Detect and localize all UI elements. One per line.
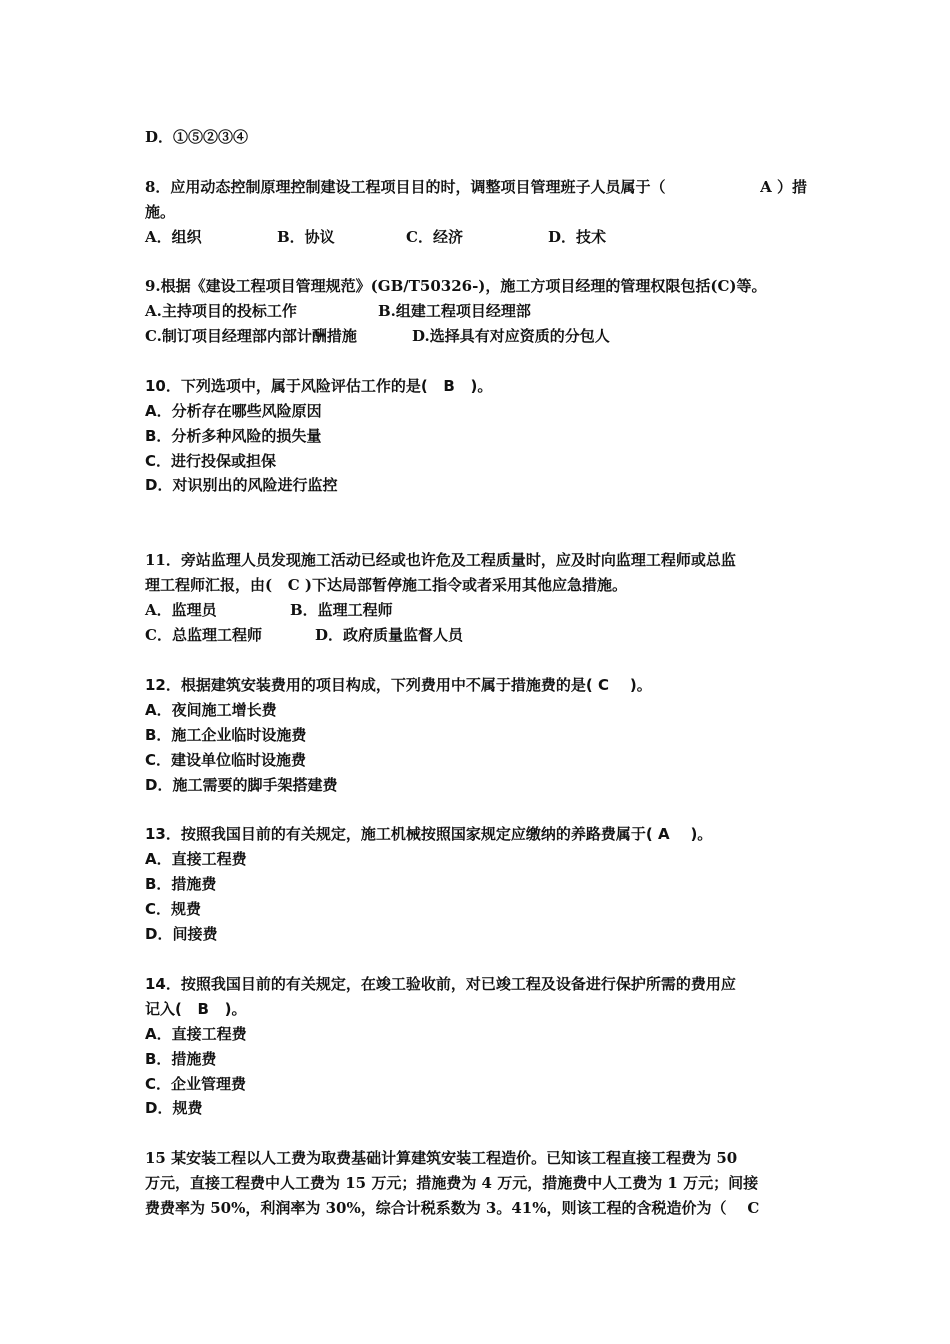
- q14-option-d: D．规费: [145, 1099, 203, 1117]
- q14-stem-line1: 14．按照我国目前的有关规定，在竣工验收前，对已竣工程及设备进行保护所需的费用应: [145, 975, 736, 993]
- q8-stem-line1: [145, 177, 807, 197]
- q8-option-b: B．协议: [277, 228, 335, 246]
- q15-stem-line2: 万元，直接工程费中人工费为 15 万元；措施费为 4 万元，措施费中人工费为 1 万元；间接: [145, 1174, 759, 1192]
- q13-option-c: C．规费: [145, 900, 202, 918]
- q15-stem-line1: 15 某安装工程以人工费为取费基础计算建筑安装工程造价。已知该工程直接工程费为 50: [145, 1149, 738, 1167]
- q7-option-d: D．①⑤②③④: [145, 128, 249, 146]
- q12-option-d: D．施工需要的脚手架搭建费: [145, 776, 338, 794]
- q10-option-d: D．对识别出的风险进行监控: [145, 476, 338, 494]
- q10-option-a: A．分析存在哪些风险原因: [145, 402, 322, 420]
- q8-option-a: A．组织: [145, 228, 202, 246]
- q13-option-b: B．措施费: [145, 875, 217, 893]
- q13-stem: 13．按照我国目前的有关规定，施工机械按照国家规定应缴纳的养路费属于( A )。: [145, 825, 713, 843]
- q9-option-d: D.选择具有对应资质的分包人: [412, 327, 610, 345]
- q8-option-c: C．经济: [406, 228, 463, 246]
- q10-option-b: B．分析多种风险的损失量: [145, 427, 322, 445]
- q11-option-d: D．政府质量监督人员: [315, 626, 464, 644]
- q9-option-a: A.主持项目的投标工作: [145, 302, 297, 320]
- q11-stem-line2: 理工程师汇报，由( C )下达局部暂停施工指令或者采用其他应急措施。: [145, 576, 628, 594]
- q12-stem: 12．根据建筑安装费用的项目构成，下列费用中不属于措施费的是( C )。: [145, 676, 652, 694]
- q8-answer: A ）措: [760, 178, 807, 196]
- q14-option-c: C．企业管理费: [145, 1075, 247, 1093]
- q11-stem-line1: 11．旁站监理人员发现施工活动已经或也许危及工程质量时，应及时向监理工程师或总监: [145, 551, 736, 569]
- q11-option-c: C．总监理工程师: [145, 626, 262, 644]
- q13-option-a: A．直接工程费: [145, 850, 247, 868]
- q9-option-b: B.组建工程项目经理部: [378, 302, 531, 320]
- q9-option-c: C.制订项目经理部内部计酬措施: [145, 327, 357, 345]
- q9-stem: 9.根据《建设工程项目管理规范》(GB/T50326-)，施工方项目经理的管理权限包括(C)等。: [145, 277, 767, 295]
- q12-option-c: C．建设单位临时设施费: [145, 751, 307, 769]
- q8-option-d: D．技术: [548, 228, 607, 246]
- q12-option-b: B．施工企业临时设施费: [145, 726, 307, 744]
- q12-option-a: A．夜间施工增长费: [145, 701, 277, 719]
- q14-stem-line2: 记入( B )。: [145, 1000, 247, 1018]
- q11-option-b: B．监理工程师: [290, 601, 393, 619]
- q11-option-a: A．监理员: [145, 601, 217, 619]
- q8-stem-text: 8．应用动态控制原理控制建设工程项目目的时，调整项目管理班子人员属于（: [145, 178, 666, 196]
- q8-stem-line2: 施。: [145, 203, 176, 221]
- q14-option-b: B．措施费: [145, 1050, 217, 1068]
- q10-stem: 10．下列选项中，属于风险评估工作的是( B )。: [145, 377, 493, 395]
- q10-option-c: C．进行投保或担保: [145, 452, 277, 470]
- q15-stem-line3: 费费率为 50%，利润率为 30%，综合计税系数为 3。41%，则该工程的含税造价为（ C: [145, 1199, 760, 1217]
- q13-option-d: D．间接费: [145, 925, 218, 943]
- q14-option-a: A．直接工程费: [145, 1025, 247, 1043]
